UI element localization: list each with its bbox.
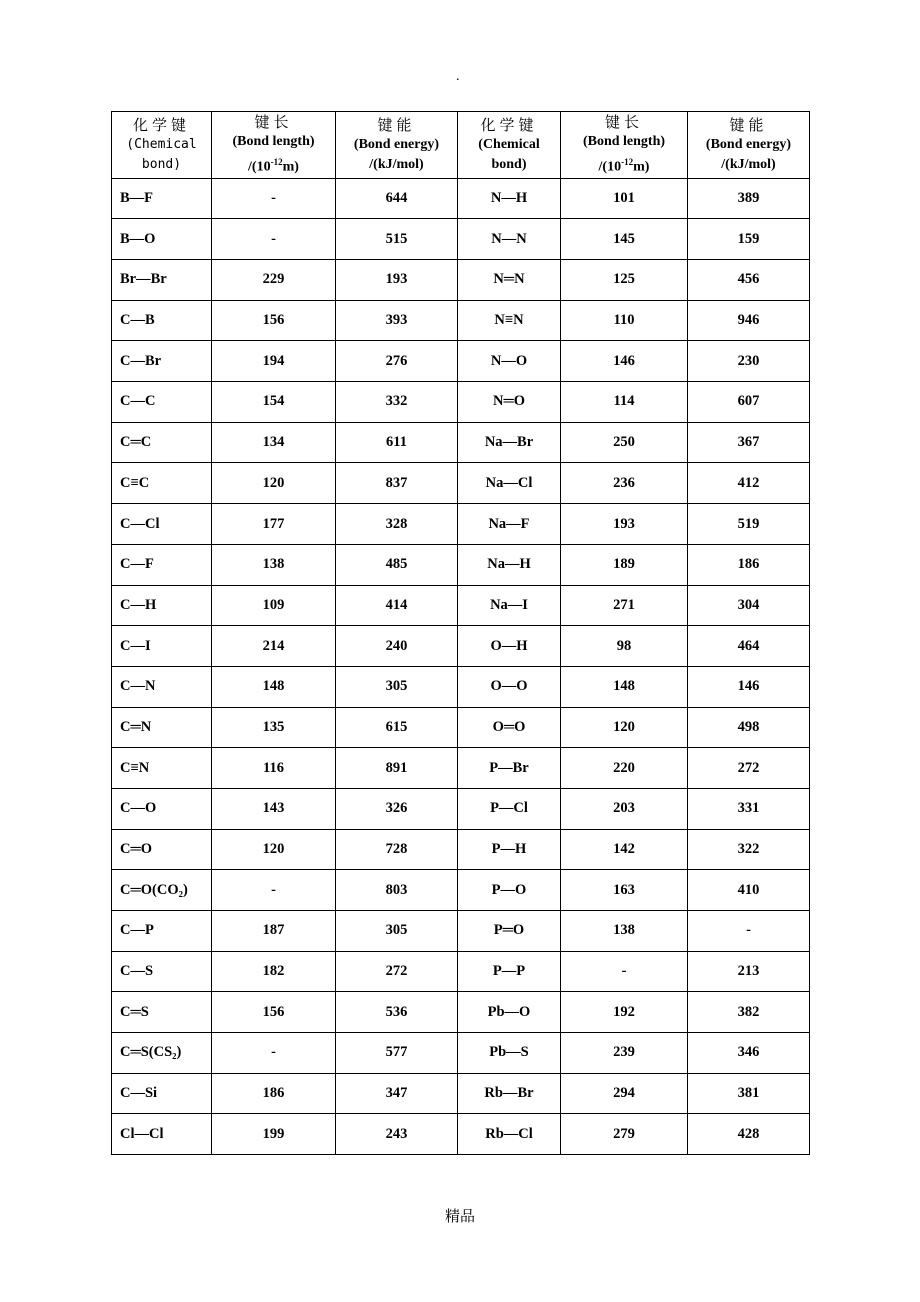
bond-energy-cell-2: 519 bbox=[688, 504, 810, 545]
table-row bbox=[112, 911, 810, 952]
table-row bbox=[112, 300, 810, 341]
bond-energy-cell-2: 498 bbox=[688, 707, 810, 748]
bond-energy-cell: 611 bbox=[336, 422, 458, 463]
bond-length-cell: - bbox=[212, 178, 336, 219]
table-row bbox=[112, 788, 810, 829]
table-row bbox=[112, 829, 810, 870]
bond-cell-2: Rb—Cl bbox=[458, 1114, 561, 1155]
bond-cell: Cl—Cl bbox=[112, 1114, 212, 1155]
bond-energy-cell: 332 bbox=[336, 382, 458, 423]
bond-length-cell-2: 142 bbox=[561, 829, 688, 870]
bond-data-table bbox=[111, 111, 810, 1155]
bond-cell: C—H bbox=[112, 585, 212, 626]
bond-energy-cell-2: 412 bbox=[688, 463, 810, 504]
bond-energy-cell: 837 bbox=[336, 463, 458, 504]
bond-cell: C═O bbox=[112, 829, 212, 870]
bond-length-cell-2: 203 bbox=[561, 788, 688, 829]
header-bond-energy-2: 键能 (Bond energy) /(kJ/mol) bbox=[688, 112, 810, 179]
bond-energy-cell: 577 bbox=[336, 1033, 458, 1074]
bond-cell: C—Si bbox=[112, 1073, 212, 1114]
bond-length-cell-2: 98 bbox=[561, 626, 688, 667]
bond-length-cell: 186 bbox=[212, 1073, 336, 1114]
bond-length-cell: 214 bbox=[212, 626, 336, 667]
bond-energy-cell: 272 bbox=[336, 951, 458, 992]
bond-cell: C—F bbox=[112, 544, 212, 585]
bond-energy-cell-2: 213 bbox=[688, 951, 810, 992]
bond-length-cell: 109 bbox=[212, 585, 336, 626]
header-bond-length-2: 键长 (Bond length) $/(10^{-12}m)$ bbox=[561, 112, 688, 179]
bond-length-cell-2: 114 bbox=[561, 382, 688, 423]
bond-cell: C—I bbox=[112, 626, 212, 667]
bond-cell-2: Pb—O bbox=[458, 992, 561, 1033]
bond-cell: C═C bbox=[112, 422, 212, 463]
table-row bbox=[112, 951, 810, 992]
header-bond-length: 键长 (Bond length) $/(10^{-12}m)$ bbox=[212, 112, 336, 179]
bond-length-cell-2: 146 bbox=[561, 341, 688, 382]
bond-cell-2: P—Cl bbox=[458, 788, 561, 829]
bond-cell-2: Pb—S bbox=[458, 1033, 561, 1074]
bond-energy-cell-2: 272 bbox=[688, 748, 810, 789]
bond-cell: C—O bbox=[112, 788, 212, 829]
bond-length-cell-2: 192 bbox=[561, 992, 688, 1033]
table-row bbox=[112, 382, 810, 423]
bond-length-cell: 187 bbox=[212, 911, 336, 952]
bond-energy-cell-2: 186 bbox=[688, 544, 810, 585]
bond-energy-cell-2: 322 bbox=[688, 829, 810, 870]
bond-length-cell: - bbox=[212, 870, 336, 911]
table-row bbox=[112, 178, 810, 219]
bond-length-cell: 138 bbox=[212, 544, 336, 585]
bond-cell: B—F bbox=[112, 178, 212, 219]
bond-length-cell: 229 bbox=[212, 260, 336, 301]
bond-length-cell: 116 bbox=[212, 748, 336, 789]
bond-length-cell: 134 bbox=[212, 422, 336, 463]
bond-length-cell: 156 bbox=[212, 300, 336, 341]
bond-energy-cell-2: 331 bbox=[688, 788, 810, 829]
table-row bbox=[112, 585, 810, 626]
bond-cell-2: N≡N bbox=[458, 300, 561, 341]
bond-length-cell: 194 bbox=[212, 341, 336, 382]
bond-cell: C—S bbox=[112, 951, 212, 992]
bond-cell: C═O(CO₂) bbox=[112, 870, 212, 911]
table-row bbox=[112, 870, 810, 911]
bond-cell-2: P═O bbox=[458, 911, 561, 952]
bond-cell-2: O═O bbox=[458, 707, 561, 748]
bond-length-cell-2: 110 bbox=[561, 300, 688, 341]
bond-energy-cell-2: 146 bbox=[688, 666, 810, 707]
bond-length-cell-2: 236 bbox=[561, 463, 688, 504]
bond-energy-cell: 276 bbox=[336, 341, 458, 382]
bond-energy-cell: 305 bbox=[336, 666, 458, 707]
bond-cell-2: Na—Br bbox=[458, 422, 561, 463]
bond-energy-cell: 393 bbox=[336, 300, 458, 341]
bond-cell: C—N bbox=[112, 666, 212, 707]
bond-cell-2: N—H bbox=[458, 178, 561, 219]
bond-energy-cell-2: 410 bbox=[688, 870, 810, 911]
table-row bbox=[112, 422, 810, 463]
bond-energy-cell: 347 bbox=[336, 1073, 458, 1114]
bond-length-cell: 154 bbox=[212, 382, 336, 423]
header-bond-energy: 键能 (Bond energy) /(kJ/mol) bbox=[336, 112, 458, 179]
table-row bbox=[112, 544, 810, 585]
bond-energy-cell: 240 bbox=[336, 626, 458, 667]
table-row bbox=[112, 260, 810, 301]
bond-length-cell-2: 125 bbox=[561, 260, 688, 301]
bond-cell-2: Rb—Br bbox=[458, 1073, 561, 1114]
bond-length-cell: 148 bbox=[212, 666, 336, 707]
bond-energy-cell: 515 bbox=[336, 219, 458, 260]
bond-energy-cell: 728 bbox=[336, 829, 458, 870]
bond-energy-cell: 536 bbox=[336, 992, 458, 1033]
bond-length-cell-2: 239 bbox=[561, 1033, 688, 1074]
bond-energy-cell-2: 946 bbox=[688, 300, 810, 341]
table-row bbox=[112, 463, 810, 504]
bond-cell-2: Na—F bbox=[458, 504, 561, 545]
bond-energy-cell-2: 389 bbox=[688, 178, 810, 219]
bond-energy-cell-2: 456 bbox=[688, 260, 810, 301]
bond-length-cell: - bbox=[212, 219, 336, 260]
bond-length-cell: 143 bbox=[212, 788, 336, 829]
table-row bbox=[112, 748, 810, 789]
bond-energy-cell: 326 bbox=[336, 788, 458, 829]
bond-energy-cell-2: - bbox=[688, 911, 810, 952]
bond-length-cell: - bbox=[212, 1033, 336, 1074]
table-row bbox=[112, 1073, 810, 1114]
table-row bbox=[112, 1114, 810, 1155]
bond-energy-cell: 615 bbox=[336, 707, 458, 748]
bond-length-cell: 120 bbox=[212, 829, 336, 870]
table-row bbox=[112, 341, 810, 382]
bond-energy-cell-2: 382 bbox=[688, 992, 810, 1033]
bond-cell: B—O bbox=[112, 219, 212, 260]
bond-energy-cell-2: 607 bbox=[688, 382, 810, 423]
bond-cell: C—B bbox=[112, 300, 212, 341]
bond-length-cell: 177 bbox=[212, 504, 336, 545]
bond-length-cell: 156 bbox=[212, 992, 336, 1033]
bond-cell: C—C bbox=[112, 382, 212, 423]
bond-cell-2: Na—Cl bbox=[458, 463, 561, 504]
bond-length-cell-2: 271 bbox=[561, 585, 688, 626]
bond-energy-cell-2: 464 bbox=[688, 626, 810, 667]
page-top-mark: . bbox=[456, 69, 460, 84]
bond-length-cell-2: 148 bbox=[561, 666, 688, 707]
bond-length-cell-2: - bbox=[561, 951, 688, 992]
bond-cell: C═N bbox=[112, 707, 212, 748]
bond-cell-2: P—P bbox=[458, 951, 561, 992]
bond-cell-2: N═N bbox=[458, 260, 561, 301]
table-row bbox=[112, 666, 810, 707]
bond-energy-cell: 193 bbox=[336, 260, 458, 301]
bond-energy-cell: 644 bbox=[336, 178, 458, 219]
header-chemical-bond-2: 化学键 (Chemical bond) bbox=[458, 112, 561, 179]
bond-energy-cell: 485 bbox=[336, 544, 458, 585]
bond-cell: C≡N bbox=[112, 748, 212, 789]
bond-cell-2: P—H bbox=[458, 829, 561, 870]
bond-cell: C═S(CS₂) bbox=[112, 1033, 212, 1074]
table-row bbox=[112, 1033, 810, 1074]
bond-energy-cell: 305 bbox=[336, 911, 458, 952]
bond-energy-cell: 243 bbox=[336, 1114, 458, 1155]
bond-cell-2: Na—I bbox=[458, 585, 561, 626]
bond-cell-2: P—O bbox=[458, 870, 561, 911]
bond-cell-2: O—H bbox=[458, 626, 561, 667]
bond-energy-cell-2: 428 bbox=[688, 1114, 810, 1155]
bond-energy-cell: 414 bbox=[336, 585, 458, 626]
bond-length-cell-2: 145 bbox=[561, 219, 688, 260]
table-row bbox=[112, 219, 810, 260]
bond-length-cell-2: 220 bbox=[561, 748, 688, 789]
bond-cell: Br—Br bbox=[112, 260, 212, 301]
bond-length-cell: 120 bbox=[212, 463, 336, 504]
table-row bbox=[112, 707, 810, 748]
table-row bbox=[112, 992, 810, 1033]
bond-cell: C═S bbox=[112, 992, 212, 1033]
bond-length-cell-2: 279 bbox=[561, 1114, 688, 1155]
bond-cell-2: N═O bbox=[458, 382, 561, 423]
bond-energy-cell-2: 159 bbox=[688, 219, 810, 260]
bond-cell-2: O—O bbox=[458, 666, 561, 707]
bond-energy-cell-2: 230 bbox=[688, 341, 810, 382]
bond-cell: C—P bbox=[112, 911, 212, 952]
bond-cell-2: P—Br bbox=[458, 748, 561, 789]
header-chemical-bond: 化学键 (Chemical bond) bbox=[112, 112, 212, 179]
bond-energy-cell: 891 bbox=[336, 748, 458, 789]
table-row bbox=[112, 626, 810, 667]
bond-energy-cell-2: 346 bbox=[688, 1033, 810, 1074]
bond-length-cell-2: 250 bbox=[561, 422, 688, 463]
bond-length-cell-2: 163 bbox=[561, 870, 688, 911]
table-row bbox=[112, 504, 810, 545]
page-footer: 精品 bbox=[444, 1207, 475, 1225]
bond-cell-2: N—N bbox=[458, 219, 561, 260]
bond-cell: C—Br bbox=[112, 341, 212, 382]
bond-length-cell: 199 bbox=[212, 1114, 336, 1155]
bond-length-cell-2: 120 bbox=[561, 707, 688, 748]
bond-cell-2: N—O bbox=[458, 341, 561, 382]
bond-energy-cell-2: 367 bbox=[688, 422, 810, 463]
bond-cell: C—Cl bbox=[112, 504, 212, 545]
bond-energy-cell-2: 304 bbox=[688, 585, 810, 626]
bond-length-cell-2: 189 bbox=[561, 544, 688, 585]
table-body bbox=[112, 178, 810, 1155]
bond-energy-cell-2: 381 bbox=[688, 1073, 810, 1114]
bond-length-cell-2: 294 bbox=[561, 1073, 688, 1114]
bond-cell: C≡C bbox=[112, 463, 212, 504]
bond-length-cell-2: 101 bbox=[561, 178, 688, 219]
table-header-row bbox=[112, 112, 810, 179]
bond-length-cell: 135 bbox=[212, 707, 336, 748]
bond-energy-cell: 328 bbox=[336, 504, 458, 545]
bond-cell-2: Na—H bbox=[458, 544, 561, 585]
bond-length-cell-2: 138 bbox=[561, 911, 688, 952]
bond-length-cell-2: 193 bbox=[561, 504, 688, 545]
bond-length-cell: 182 bbox=[212, 951, 336, 992]
bond-energy-cell: 803 bbox=[336, 870, 458, 911]
